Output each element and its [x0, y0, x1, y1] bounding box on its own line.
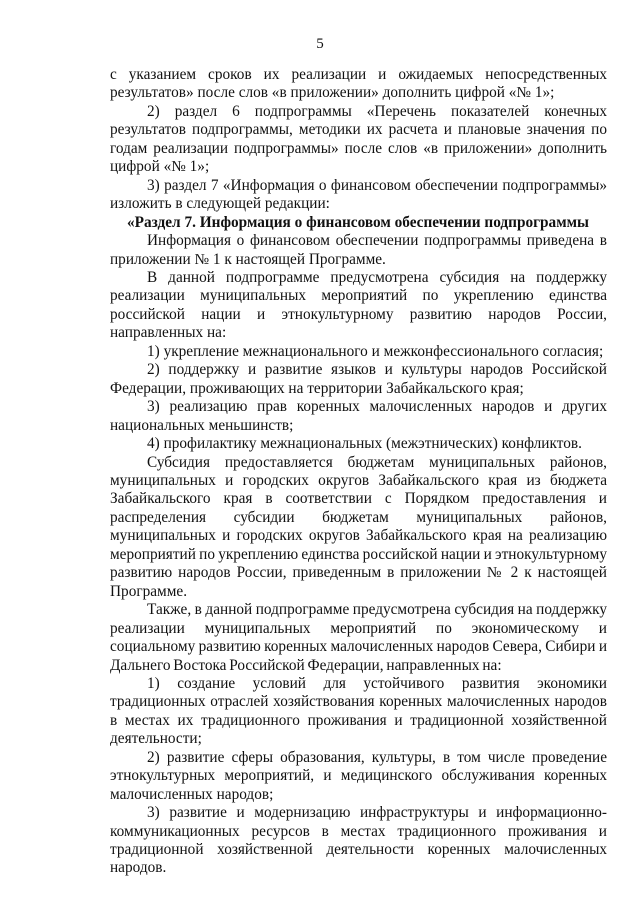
list-item-indigenous-3: 3) развитие и модернизацию инфраструктуры и информационно-коммуникационных ресурсов в местах традиционного проживания и традиционной хозяйственной деятельности коренных малочисленных народов. [110, 804, 607, 877]
paragraph-continuation: с указанием сроков их реализации и ожидаемых непосредственных результатов» после слов «в приложении» дополнить цифрой «№ 1»; [110, 66, 607, 102]
paragraph-subsidy-indigenous: Также, в данной подпрограмме предусмотрена субсидия на поддержку реализации муниципальных мероприятий по экономическому и социальному развитию коренных малочисленных народов Севера, Сибири и Дальнего Востока Российской Федерации, направленных на: [110, 601, 607, 674]
paragraph-item-3: 3) раздел 7 «Информация о финансовом обеспечении подпрограммы» изложить в следующей редакции: [110, 176, 607, 213]
list-item-3: 3) реализацию прав коренных малочисленных народов и других национальных меньшинств; [110, 398, 607, 434]
paragraph-financing-info: Информация о финансовом обеспечении подпрограммы приведена в приложении № 1 к настоящей Программе. [110, 232, 607, 268]
list-item-1: 1) укрепление межнационального и межконфессионального согласия; [147, 342, 604, 360]
page-number: 5 [316, 36, 324, 52]
list-item-2: 2) поддержку и развитие языков и культуры народов Российской Федерации, проживающих на территории Забайкальского края; [110, 361, 607, 397]
list-item-indigenous-1: 1) создание условий для устойчивого развития экономики традиционных отраслей хозяйствования коренных малочисленных народов в местах их традиционного проживания и традиционной хозяйственной деятельности; [110, 674, 607, 748]
document-body [110, 66, 607, 878]
list-item-4: 4) профилактику межнациональных (межэтнических) конфликтов. [147, 435, 582, 453]
section-heading: «Раздел 7. Информация о финансовом обеспечении подпрограммы [127, 213, 589, 231]
paragraph-item-2: 2) раздел 6 подпрограммы «Перечень показателей конечных результатов подпрограммы, методики их расчета и плановые значения по годам реализации подпрограммы» после слов «в приложении» дополнить цифрой «№ 1»; [110, 102, 607, 176]
paragraph-subsidy-unity: В данной подпрограмме предусмотрена субсидия на поддержку реализации муниципальных мероприятий по укреплению единства российской нации и этнокультурному развитию народов России, направленных на: [110, 268, 607, 342]
paragraph-subsidy-procedure: Субсидия предоставляется бюджетам муниципальных районов, муниципальных и городских округов Забайкальского края из бюджета Забайкальского края в соответствии с Порядком предоставления и распределения субсидии бюджетам муниципальных районов, муниципальных и городских округов Забайкальского края на реализацию мероприятий по укреплению единства российской нации и этнокультурному развитию народов России, приведенным в приложении № 2 к настоящей Программе. [110, 453, 607, 600]
list-item-indigenous-2: 2) развитие сферы образования, культуры, в том числе проведение этнокультурных мероприятий, и медицинского обслуживания коренных малочисленных народов; [110, 748, 607, 803]
